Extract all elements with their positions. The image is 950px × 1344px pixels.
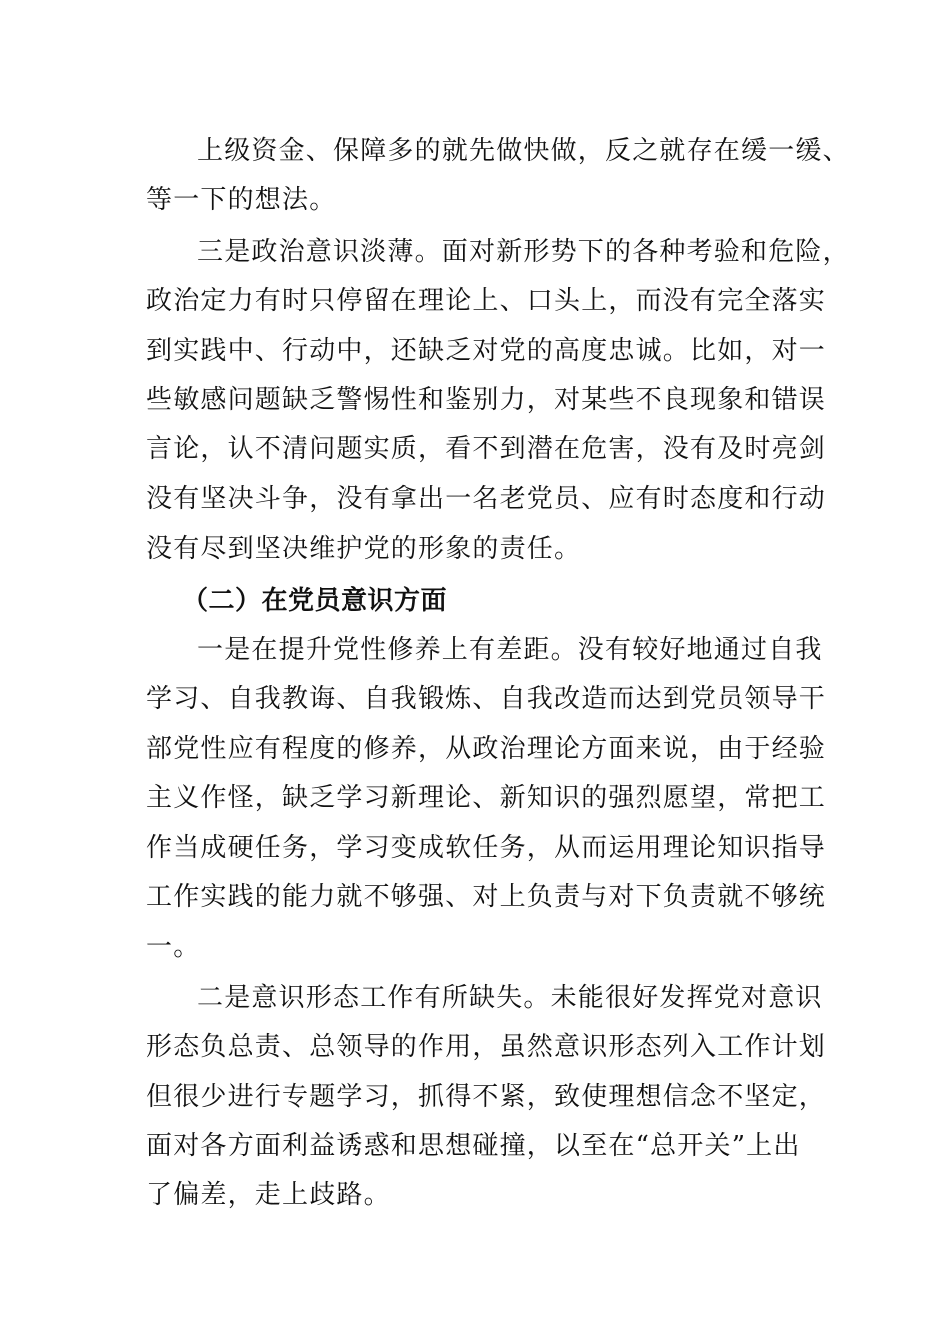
text-line: 到实践中、行动中，还缺乏对党的高度忠诚。比如，对一 [146, 336, 827, 366]
text-line: 没有坚决斗争，没有拿出一名老党员、应有时态度和行动 [146, 484, 827, 514]
text-line: 形态负总责、总领导的作用，虽然意识形态列入工作计划 [146, 1032, 827, 1062]
text-line: 政治定力有时只停留在理论上、口头上，而没有完全落实 [146, 286, 827, 316]
text-line: 作当成硬任务，学习变成软任务，从而运用理论知识指导 [146, 833, 827, 863]
text-line: 了偏差，走上歧路。 [146, 1180, 391, 1210]
text-line: 部党性应有程度的修养，从政治理论方面来说，由于经验 [146, 734, 827, 764]
section-heading: （二）在党员意识方面 [182, 586, 448, 616]
text-line: 一是在提升党性修养上有差距。没有较好地通过自我 [197, 635, 823, 665]
text-line: 主义作怪，缺乏学习新理论、新知识的强烈愿望，常把工 [146, 783, 827, 813]
text-line: 但很少进行专题学习，抓得不紧，致使理想信念不坚定， [146, 1082, 827, 1112]
text-line: 一。 [146, 932, 201, 962]
text-line: 言论，认不清问题实质，看不到潜在危害，没有及时亮剑 [146, 434, 827, 464]
text-line: 没有尽到坚决维护党的形象的责任。 [146, 534, 582, 564]
text-line: 面对各方面利益诱惑和思想碰撞，以至在“总开关”上出 [146, 1131, 801, 1161]
text-line: 上级资金、保障多的就先做快做，反之就存在缓一缓、 [197, 136, 850, 166]
text-line: 工作实践的能力就不够强、对上负责与对下负责就不够统 [146, 882, 827, 912]
text-line: 些敏感问题缺乏警惕性和鉴别力，对某些不良现象和错误 [146, 385, 827, 415]
text-line: 三是政治意识淡薄。面对新形势下的各种考验和危险， [197, 237, 850, 267]
text-line: 学习、自我教诲、自我锻炼、自我改造而达到党员领导干 [146, 684, 827, 714]
text-line: 二是意识形态工作有所缺失。未能很好发挥党对意识 [197, 983, 823, 1013]
text-line: 等一下的想法。 [146, 185, 337, 215]
